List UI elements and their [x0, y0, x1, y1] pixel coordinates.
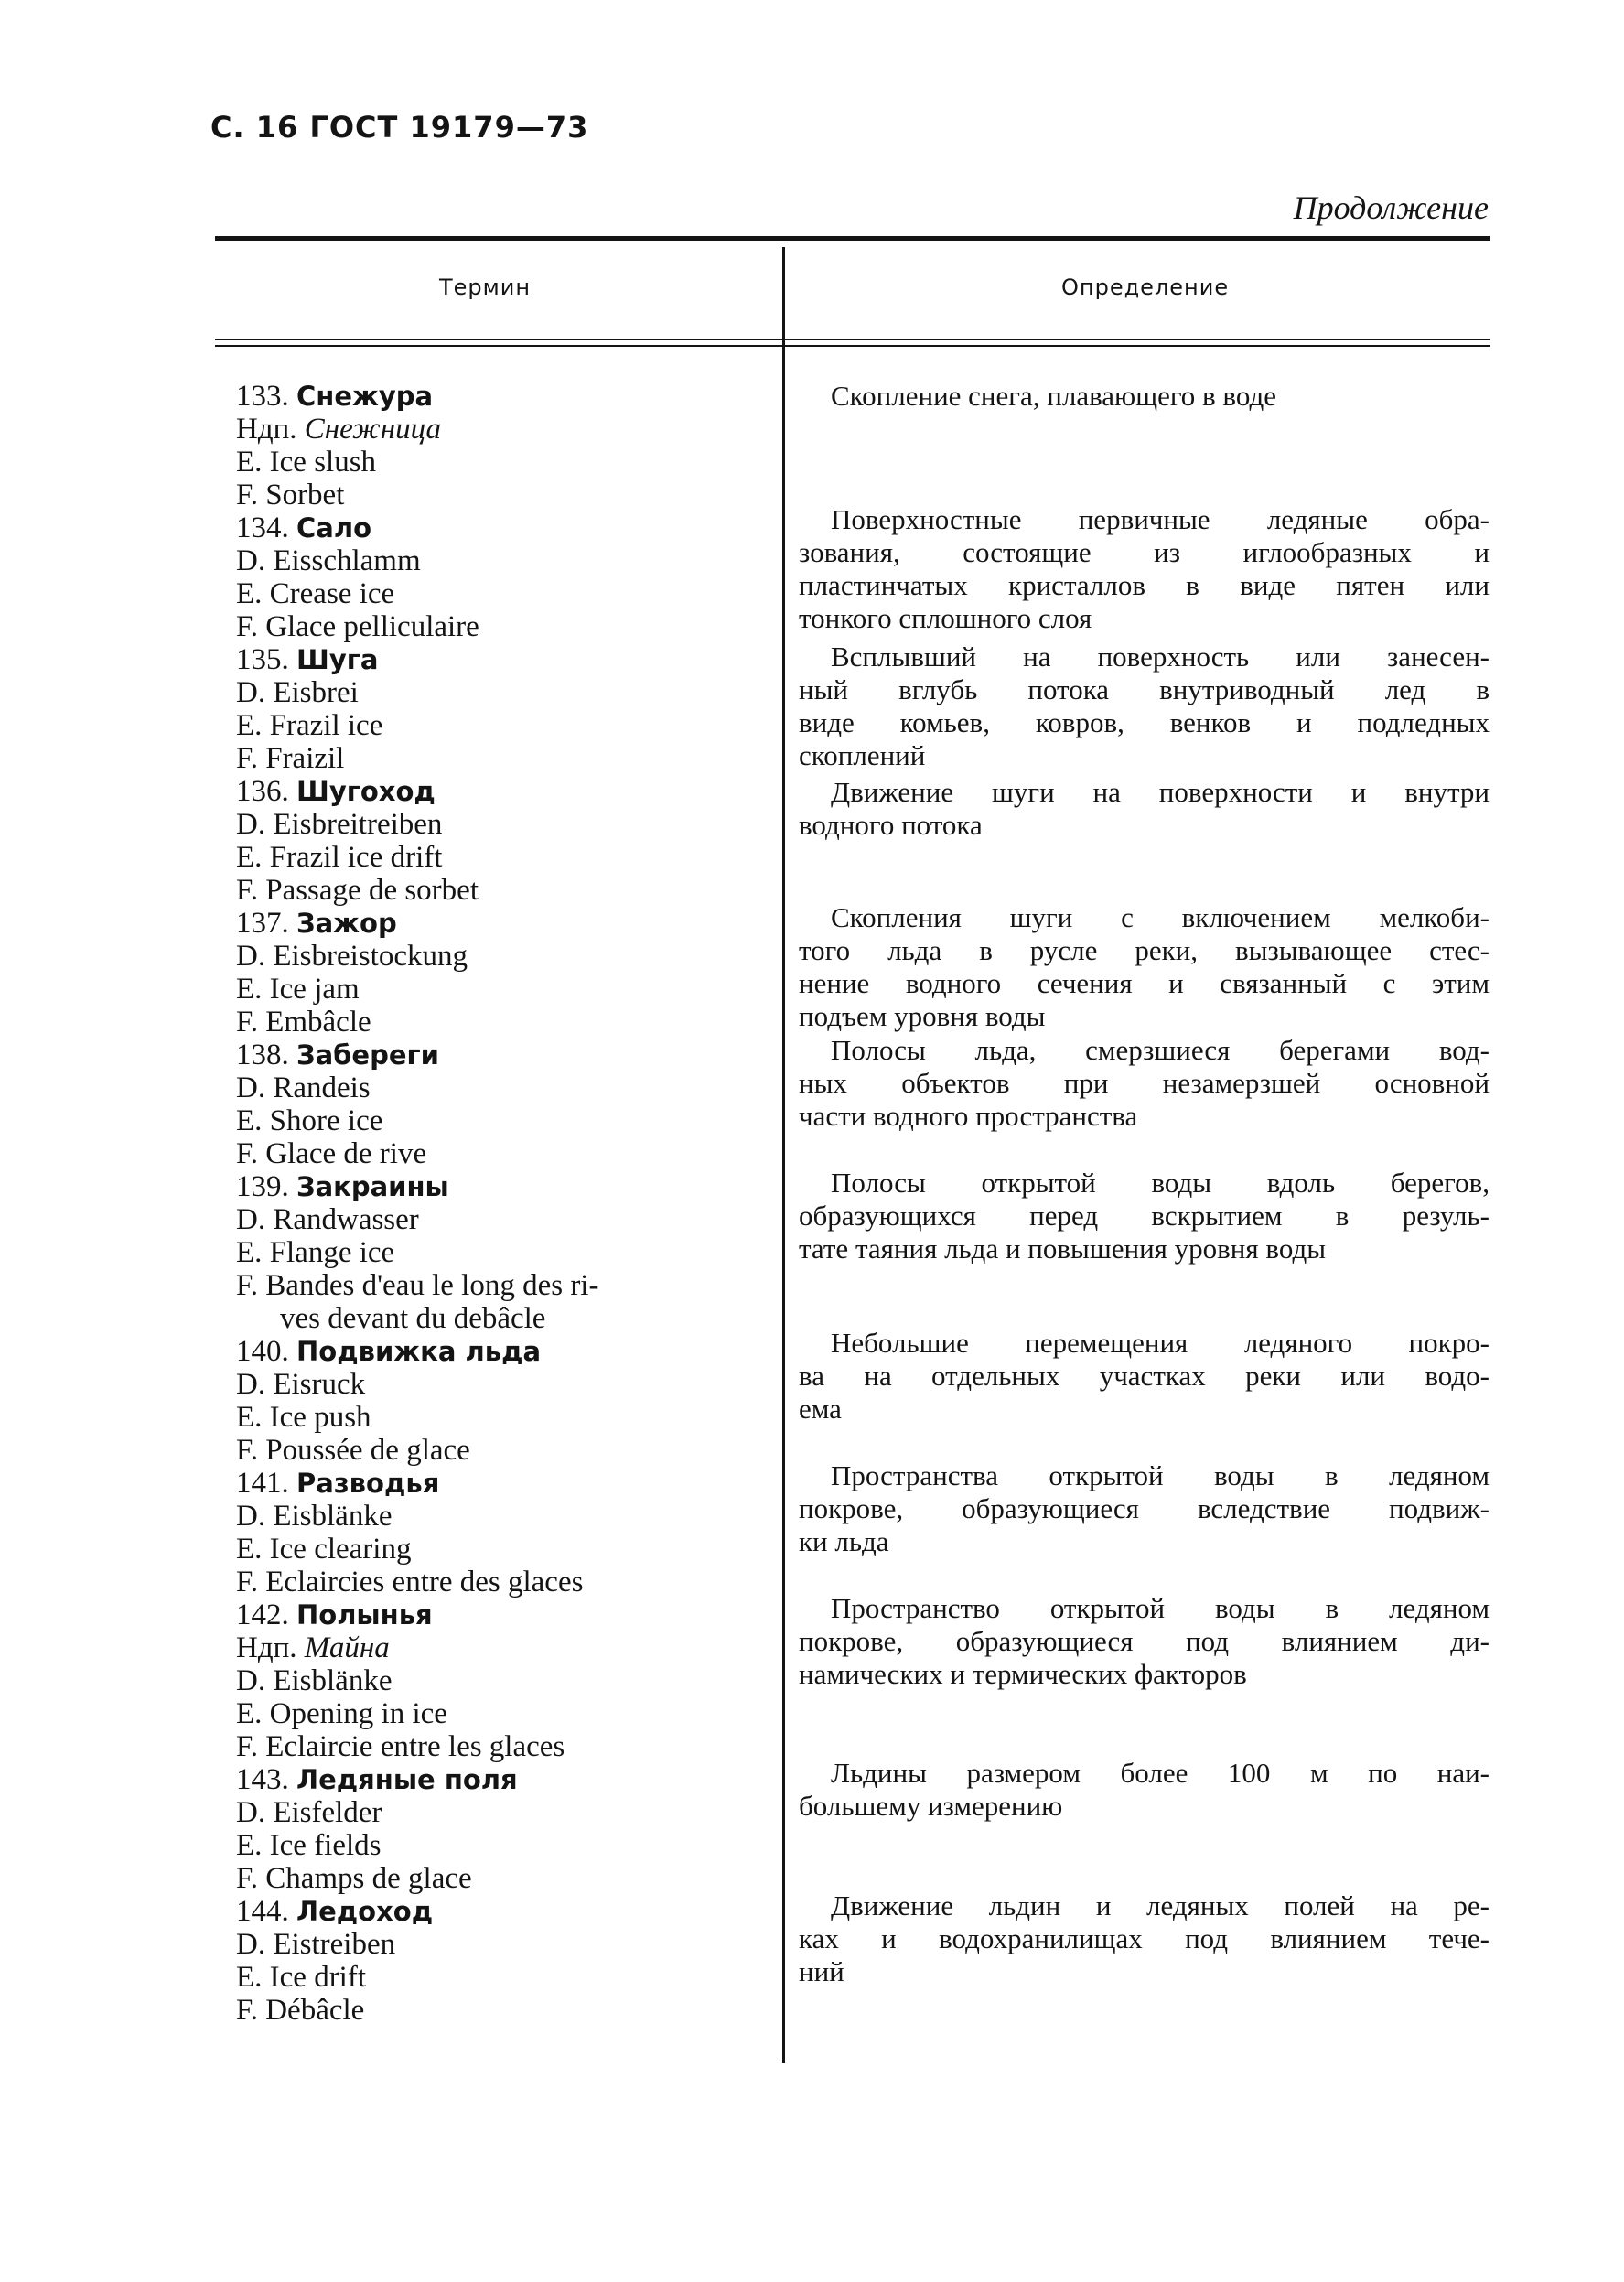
term-name: Разводья — [296, 1468, 440, 1499]
definition-line: пластинчатых кристаллов в виде пятен или — [799, 569, 1490, 601]
term-title — [236, 643, 748, 676]
ndp-term: Майна — [304, 1631, 390, 1664]
definition-line: Всплывший на поверхность или занесен- — [831, 640, 1490, 673]
term-equivalent-e: E. Ice drift — [236, 1961, 367, 1994]
term-name: Сало — [296, 512, 372, 544]
term-equivalent-e: E. Ice slush — [236, 446, 377, 479]
term-name: Шугоход — [296, 776, 436, 807]
header-rule-1 — [215, 339, 1490, 340]
term-equivalent-e: E. Shore ice — [236, 1104, 383, 1137]
definition-line: Пространство открытой воды в ледяном — [831, 1592, 1490, 1624]
term-title — [236, 1763, 748, 1796]
definition-line: Небольшие перемещения ледяного покро- — [831, 1327, 1490, 1359]
term-equivalent-e: E. Ice fields — [236, 1829, 382, 1862]
definition-line: Скопление снега, плавающего в воде — [831, 380, 1276, 412]
term-title — [236, 1467, 748, 1500]
definition-line: части водного пространства — [799, 1100, 1138, 1132]
term-equivalent-d: D. Eisbrei — [236, 676, 359, 709]
column-header-definition: Определение — [1061, 274, 1230, 300]
term-title — [236, 1039, 748, 1071]
definition-block — [799, 1034, 1490, 1133]
term-name: Ледоход — [296, 1896, 434, 1927]
definition-line: зования, состоящие из иглообразных и — [799, 536, 1490, 568]
definition-line: Скопления шуги с включением мелкоби- — [831, 901, 1490, 933]
definition-line: Движение шуги на поверхности и внутри — [831, 776, 1490, 808]
term-number: 141. — [236, 1467, 289, 1500]
term-name: Зажор — [296, 908, 397, 939]
term-title — [236, 1170, 748, 1203]
term-number: 139. — [236, 1170, 289, 1203]
term-equivalent-e: E. Opening in ice — [236, 1697, 447, 1730]
definition-block — [799, 380, 1490, 413]
term-number: 144. — [236, 1895, 289, 1928]
definition-line: ний — [799, 1955, 844, 1987]
definition-line: тате таяния льда и повышения уровня воды — [799, 1232, 1327, 1265]
definition-line: Поверхностные первичные ледяные обра- — [831, 503, 1490, 535]
term-title — [236, 907, 748, 940]
definition-line: ных объектов при незамерзшей основной — [799, 1067, 1490, 1099]
definition-block — [799, 1592, 1490, 1691]
definition-block — [799, 776, 1490, 842]
term-equivalent-e: E. Ice push — [236, 1401, 371, 1434]
definition-line: тонкого сплошного слоя — [799, 602, 1092, 634]
term-equivalent-f: F. Eclaircie entre les glaces — [236, 1730, 565, 1763]
term-equivalent-e: E. Frazil ice drift — [236, 841, 443, 874]
term-equivalent-f: F. Sorbet — [236, 479, 345, 511]
term-ndp — [236, 1631, 748, 1664]
term-equivalent-f: F. Glace pelliculaire — [236, 610, 479, 643]
ndp-term: Снежница — [304, 413, 441, 446]
term-name: Снежура — [296, 381, 434, 412]
definition-line: Полосы открытой воды вдоль берегов, — [831, 1167, 1490, 1199]
term-number: 142. — [236, 1598, 289, 1631]
term-title — [236, 775, 748, 808]
term-name: Закраины — [296, 1171, 449, 1202]
term-title — [236, 380, 748, 413]
definition-line: водного потока — [799, 809, 983, 841]
term-equivalent-f: F. Embâcle — [236, 1006, 371, 1039]
term-equivalent-d: D. Eistreiben — [236, 1928, 396, 1961]
terms-column — [236, 380, 748, 2027]
definition-line: покрове, образующиеся вследствие подвиж- — [799, 1492, 1490, 1524]
header-rule-2 — [215, 345, 1490, 347]
definition-block — [799, 503, 1490, 635]
term-title — [236, 511, 748, 544]
definition-block — [799, 1459, 1490, 1558]
term-number: 133. — [236, 380, 289, 413]
term-title — [236, 1598, 748, 1631]
term-equivalent-e: E. Frazil ice — [236, 709, 383, 742]
term-title — [236, 1895, 748, 1928]
definition-line: ва на отдельных участках реки или водо- — [799, 1360, 1490, 1392]
definition-line: Полосы льда, смерзшиеся берегами вод- — [831, 1034, 1490, 1066]
term-name: Подвижка льда — [296, 1336, 542, 1367]
term-number: 137. — [236, 907, 289, 940]
definition-line: большему измерению — [799, 1790, 1063, 1822]
term-equivalent-f: F. Passage de sorbet — [236, 874, 479, 907]
term-equivalent-d: D. Eisschlamm — [236, 544, 421, 577]
term-name: Забереги — [296, 1039, 439, 1071]
term-equivalent-e: E. Flange ice — [236, 1236, 395, 1269]
term-equivalent-d: D. Eisbreistockung — [236, 940, 468, 973]
definition-line: Пространства открытой воды в ледяном — [831, 1459, 1490, 1491]
term-equivalent-e: E. Ice jam — [236, 973, 360, 1006]
top-rule — [215, 236, 1490, 241]
definition-block — [799, 1757, 1490, 1823]
term-number: 136. — [236, 775, 289, 808]
term-number: 143. — [236, 1763, 289, 1796]
term-ndp — [236, 413, 748, 446]
definition-line: ки льда — [799, 1525, 889, 1557]
term-number: 134. — [236, 511, 289, 544]
definition-line: нение водного сечения и связанный с этим — [799, 967, 1490, 999]
term-equivalent-d: D. Eisbreitreiben — [236, 808, 443, 841]
ndp-label: Ндп. — [236, 1631, 297, 1664]
term-equivalent-f: F. Débâcle — [236, 1994, 365, 2027]
term-equivalent-f: F. Fraizil — [236, 742, 345, 775]
definition-line: ема — [799, 1393, 842, 1425]
term-name: Ледяные поля — [296, 1764, 518, 1795]
term-number: 140. — [236, 1335, 289, 1368]
term-equivalent-d: D. Eisblänke — [236, 1664, 393, 1697]
term-equivalent-e: E. Crease ice — [236, 577, 395, 610]
definition-block — [799, 640, 1490, 772]
page-header: С. 16 ГОСТ 19179—73 — [210, 110, 589, 145]
definition-line: намических и термических факторов — [799, 1658, 1247, 1690]
definition-block — [799, 1327, 1490, 1426]
definition-line: ный вглубь потока внутриводный лед в — [799, 673, 1490, 705]
term-equivalent-f: F. Bandes d'eau le long des ri- — [236, 1269, 599, 1302]
ndp-label: Ндп. — [236, 413, 297, 446]
term-equivalent-d: D. Randeis — [236, 1071, 371, 1104]
term-equivalent-d: D. Eisruck — [236, 1368, 366, 1401]
definition-line: образующихся перед вскрытием в резуль- — [799, 1200, 1490, 1232]
definition-block — [799, 901, 1490, 1033]
term-name: Шуга — [296, 644, 379, 675]
definition-line: скоплений — [799, 739, 926, 771]
term-equivalent-f: F. Champs de glace — [236, 1862, 472, 1895]
term-equivalent-d: D. Randwasser — [236, 1203, 419, 1236]
term-title — [236, 1335, 748, 1368]
term-number: 138. — [236, 1039, 289, 1071]
term-equivalent-e: E. Ice clearing — [236, 1533, 412, 1566]
term-number: 135. — [236, 643, 289, 676]
definition-line: того льда в русле реки, вызывающее стес- — [799, 934, 1490, 966]
definition-block — [799, 1889, 1490, 1988]
column-divider — [782, 247, 785, 2063]
term-equivalent-d: D. Eisfelder — [236, 1796, 382, 1829]
term-name: Полынья — [296, 1599, 433, 1631]
term-equivalent-f: F. Glace de rive — [236, 1137, 427, 1170]
definition-block — [799, 1167, 1490, 1265]
definition-line: подъем уровня воды — [799, 1000, 1046, 1032]
definition-line: виде комьев, ковров, венков и подледных — [799, 706, 1490, 738]
term-equivalent-f: F. Poussée de glace — [236, 1434, 470, 1467]
definition-line: ках и водохранилищах под влиянием тече- — [799, 1922, 1490, 1954]
continuation-label: Продолжение — [1293, 189, 1489, 226]
definition-line: покрове, образующиеся под влиянием ди- — [799, 1625, 1490, 1657]
definition-line: Льдины размером более 100 м по наи- — [831, 1757, 1490, 1789]
term-equivalent-f: F. Eclaircies entre des glaces — [236, 1566, 584, 1598]
definition-line: Движение льдин и ледяных полей на ре- — [831, 1889, 1490, 1921]
term-equivalent-f2: ves devant du debâcle — [280, 1302, 546, 1335]
column-header-term: Термин — [439, 274, 532, 300]
term-equivalent-d: D. Eisblänke — [236, 1500, 393, 1533]
